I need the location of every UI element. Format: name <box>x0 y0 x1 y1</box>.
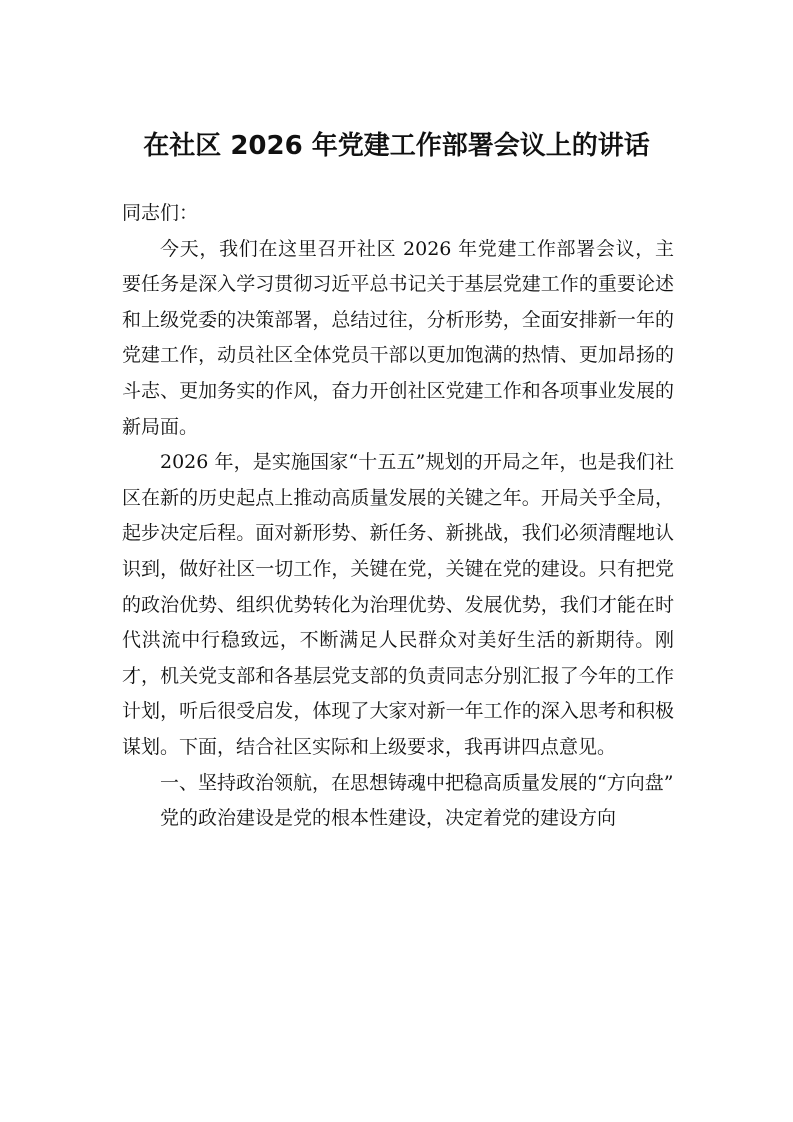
paragraph-opening: 今天，我们在这里召开社区 2026 年党建工作部署会议，主要任务是深入学习贯彻习近平总书记关于基层党建工作的重要论述和上级党委的决策部署，总结过往，分析形势，全面安排新一年的党建工作，动员社区全体党员干部以更加饱满的热情、更加昂扬的斗志、更加务实的作风，奋力开创社区党建工作和各项事业发展的新局面。 <box>122 237 674 438</box>
section-heading-1: 一、坚持政治领航，在思想铸魂中把稳高质量发展的“方向盘” <box>160 771 674 794</box>
paragraph-context: 2026 年，是实施国家“十五五”规划的开局之年，也是我们社区在新的历史起点上推动高质量发展的关键之年。开局关乎全局，起步决定后程。面对新形势、新任务、新挑战，我们必须清醒地认识到，做好社区一切工作，关键在党，关键在党的建设。只有把党的政治优势、组织优势转化为治理优势、发展优势，我们才能在时代洪流中行稳致远，不断满足人民群众对美好生活的新期待。刚才，机关党支部和各基层党支部的负责同志分别汇报了今年的工作计划，听后很受启发，体现了大家对新一年工作的深入思考和积极谋划。下面，结合社区实际和上级要求，我再讲四点意见。 <box>122 451 674 758</box>
document-body <box>122 196 674 837</box>
document-title: 在社区 2026 年党建工作部署会议上的讲话 <box>143 131 650 161</box>
salutation: 同志们： <box>122 202 199 224</box>
section-paragraph-1: 党的政治建设是党的根本性建设，决定着党的建设方向 <box>160 807 617 830</box>
